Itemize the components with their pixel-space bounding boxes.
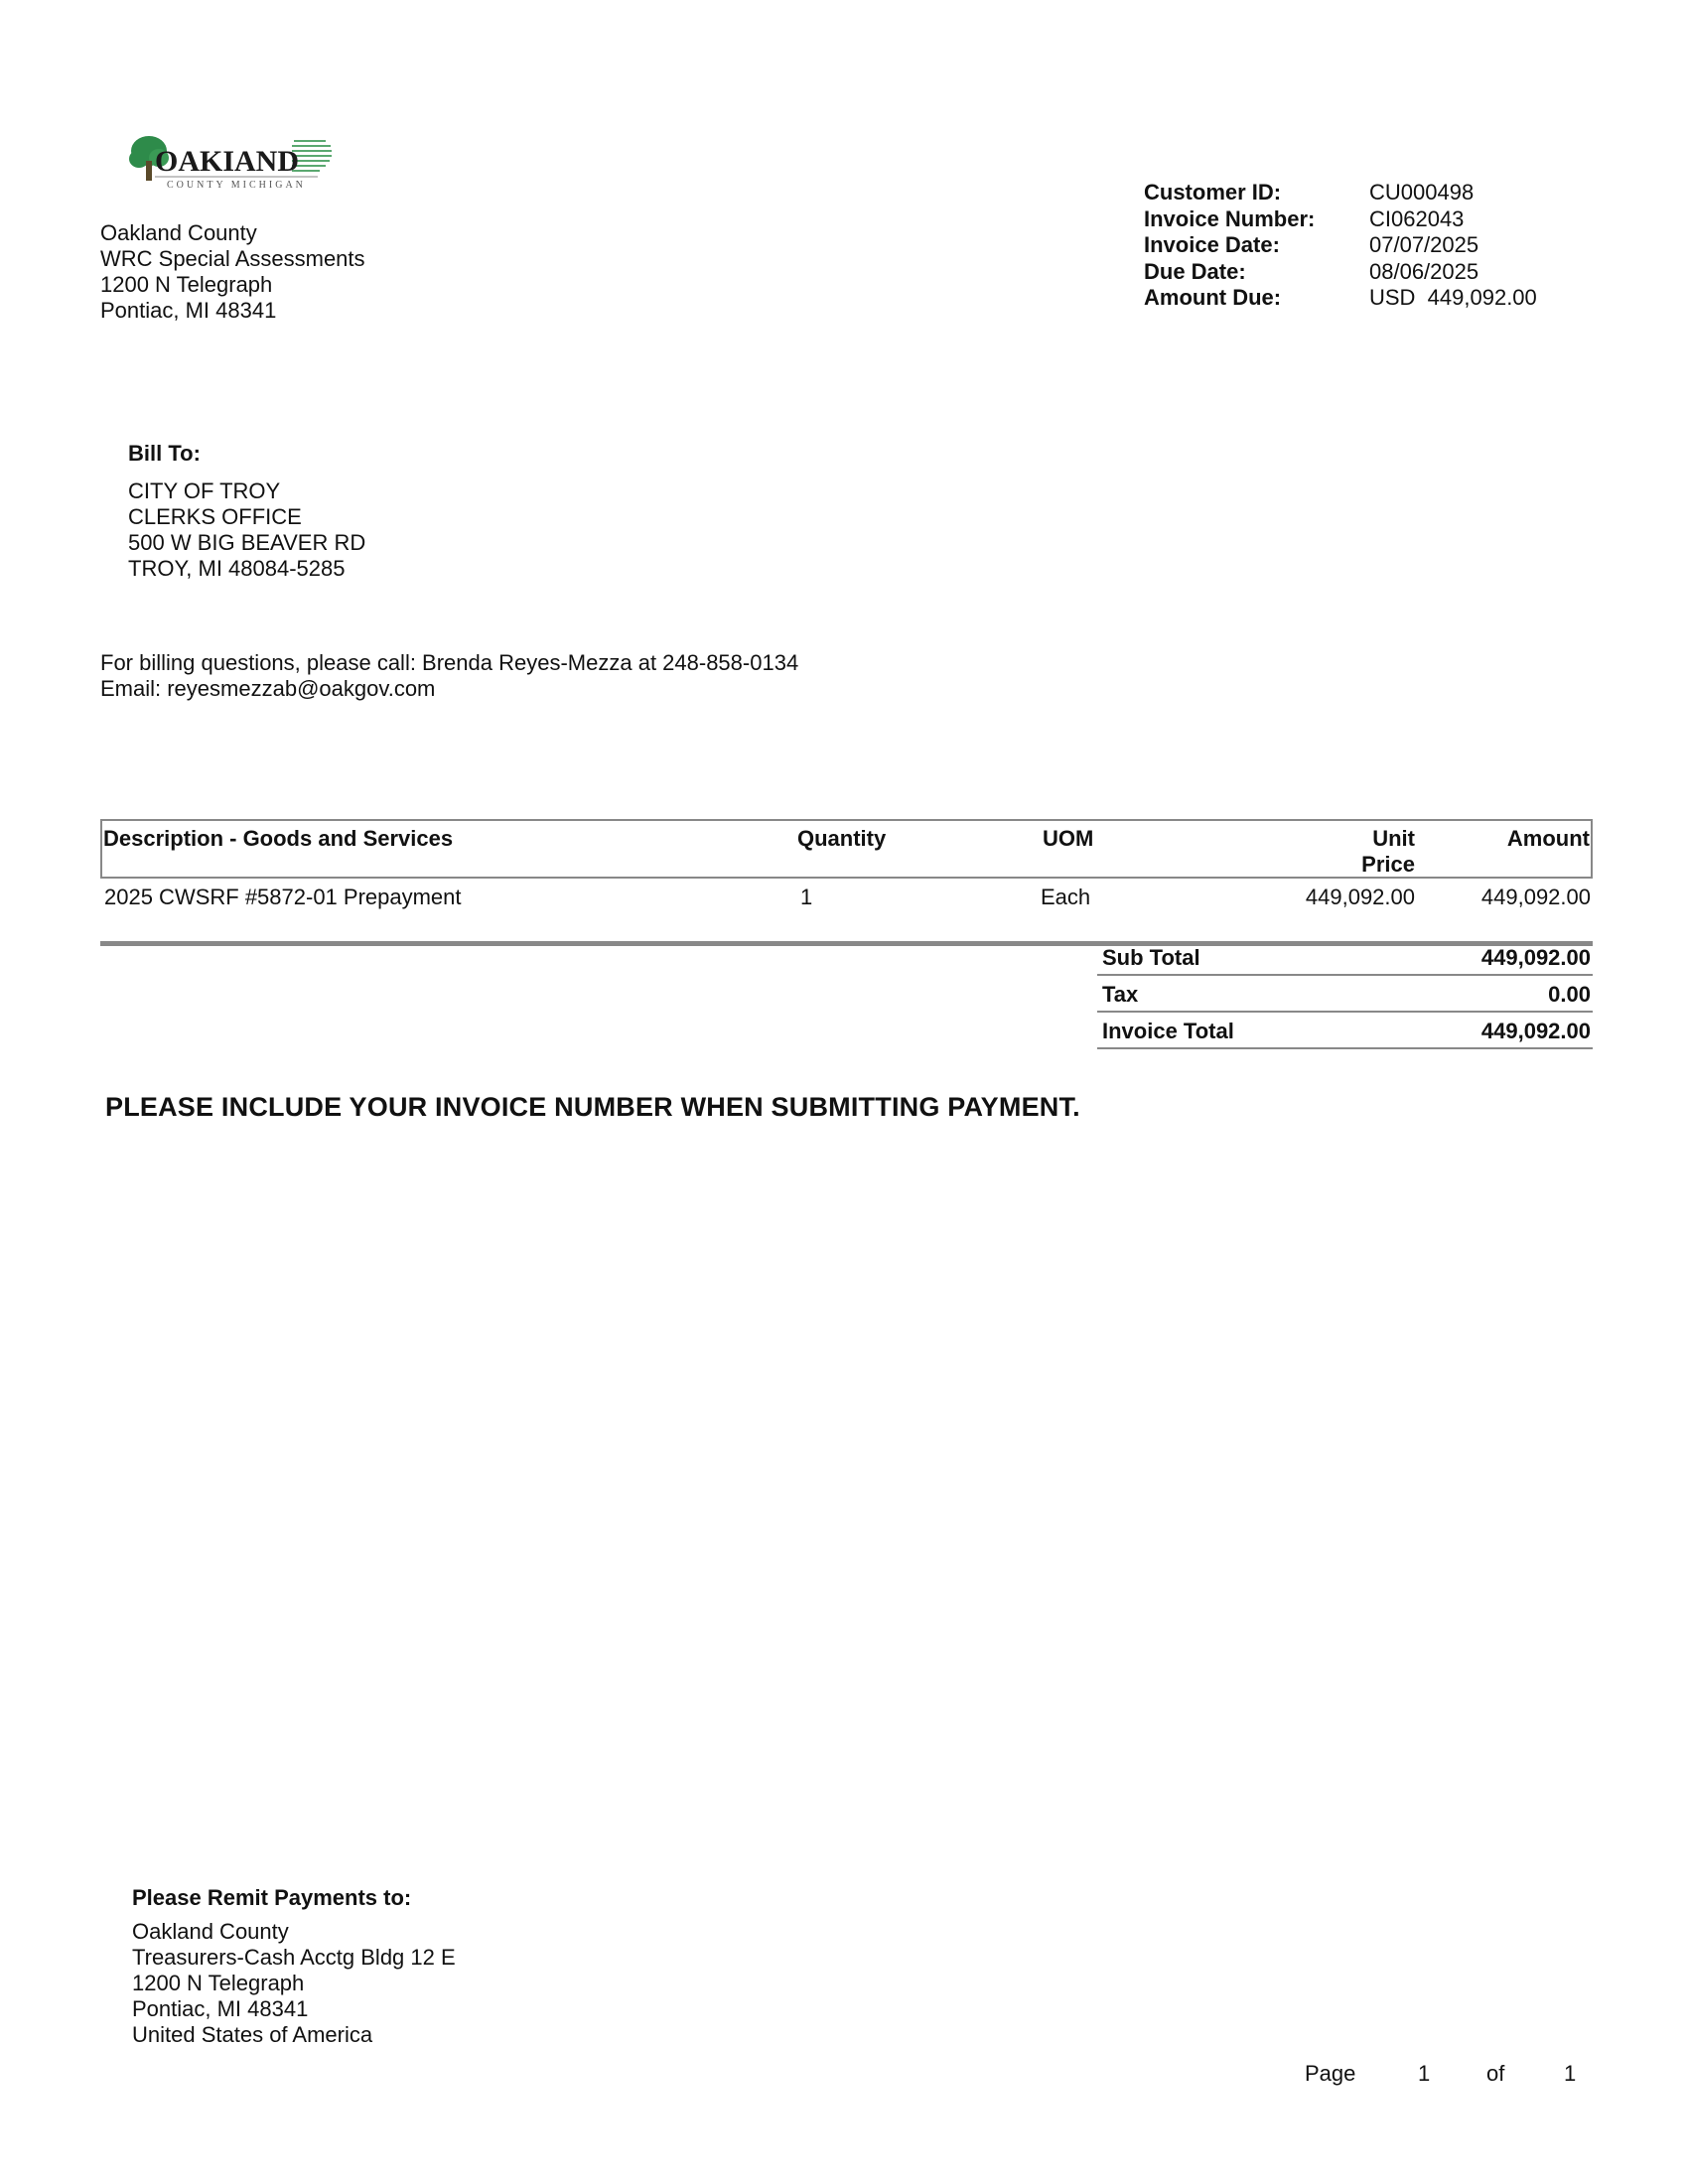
totals-label: Tax bbox=[1102, 982, 1139, 1007]
bill-to-address bbox=[128, 478, 365, 582]
cell-unit-price: 449,092.00 bbox=[1305, 885, 1415, 909]
page-label: Page bbox=[1305, 2061, 1356, 2086]
billing-phone-line: For billing questions, please call: Brenda Reyes-Mezza at 248-858-0134 bbox=[100, 650, 799, 675]
col-header-description: Description - Goods and Services bbox=[103, 826, 454, 851]
info-label: Due Date: bbox=[1144, 258, 1246, 284]
sender-line: Pontiac, MI 48341 bbox=[100, 298, 277, 323]
totals-row-subtotal bbox=[1097, 940, 1593, 976]
info-value: 07/07/2025 bbox=[1369, 232, 1479, 257]
oakland-county-logo bbox=[127, 131, 338, 197]
col-header-unit-price-line2: Price bbox=[1361, 852, 1415, 877]
info-value: CI062043 bbox=[1369, 205, 1465, 231]
tree-logo-icon bbox=[127, 131, 338, 197]
bill-to-line: CITY OF TROY bbox=[128, 478, 281, 503]
sender-line: WRC Special Assessments bbox=[100, 246, 365, 271]
info-label: Amount Due: bbox=[1144, 285, 1282, 310]
totals-row-invoice-total bbox=[1097, 1014, 1593, 1049]
page-of-label: of bbox=[1486, 2061, 1505, 2086]
logo-name: OAKIAND bbox=[155, 145, 300, 178]
cell-description: 2025 CWSRF #5872-01 Prepayment bbox=[104, 885, 462, 909]
totals-row-tax bbox=[1097, 977, 1593, 1013]
bill-to-heading: Bill To: bbox=[128, 441, 201, 466]
remit-heading: Please Remit Payments to: bbox=[132, 1885, 412, 1910]
cell-quantity: 1 bbox=[800, 885, 813, 909]
col-header-quantity: Quantity bbox=[797, 826, 887, 851]
remit-address bbox=[132, 1919, 456, 2048]
totals-value: 0.00 bbox=[1548, 982, 1591, 1007]
col-header-uom: UOM bbox=[1043, 826, 1094, 851]
remit-line: Treasurers-Cash Acctg Bldg 12 E bbox=[132, 1945, 456, 1970]
bill-to-line: CLERKS OFFICE bbox=[128, 504, 302, 529]
remit-line: 1200 N Telegraph bbox=[132, 1971, 305, 1995]
cell-amount: 449,092.00 bbox=[1480, 885, 1591, 909]
sender-line: Oakland County bbox=[100, 220, 257, 245]
remit-line: Oakland County bbox=[132, 1919, 289, 1944]
payment-notice: PLEASE INCLUDE YOUR INVOICE NUMBER WHEN SUBMITTING PAYMENT. bbox=[105, 1092, 1080, 1122]
table-row bbox=[100, 885, 1593, 914]
page-total: 1 bbox=[1564, 2061, 1577, 2086]
remit-line: Pontiac, MI 48341 bbox=[132, 1996, 309, 2021]
sender-address bbox=[100, 220, 365, 324]
col-header-amount: Amount bbox=[1506, 826, 1590, 851]
info-value: USD 449,092.00 bbox=[1369, 285, 1537, 310]
info-label: Customer ID: bbox=[1144, 180, 1282, 205]
bill-to-line: 500 W BIG BEAVER RD bbox=[128, 530, 366, 555]
info-label: Invoice Date: bbox=[1144, 232, 1280, 257]
col-header-unit-price-line1: Unit bbox=[1372, 826, 1415, 851]
billing-email-line: Email: reyesmezzab@oakgov.com bbox=[100, 676, 436, 701]
page-number: 1 bbox=[1418, 2061, 1431, 2086]
info-value: CU000498 bbox=[1369, 180, 1475, 205]
bill-to-line: TROY, MI 48084-5285 bbox=[128, 556, 346, 581]
items-table-header bbox=[100, 819, 1593, 879]
totals-value: 449,092.00 bbox=[1480, 1019, 1591, 1043]
info-label: Invoice Number: bbox=[1144, 205, 1316, 231]
info-row-invoice-number bbox=[1144, 206, 1537, 233]
info-value: 08/06/2025 bbox=[1369, 258, 1479, 284]
col-header-unit-price bbox=[1372, 826, 1415, 852]
info-row-customer-id bbox=[1144, 180, 1537, 206]
info-row-invoice-date bbox=[1144, 232, 1537, 259]
cell-uom: Each bbox=[1041, 885, 1091, 909]
invoice-info bbox=[1144, 180, 1537, 312]
logo-subtitle: COUNTY MICHIGAN bbox=[167, 180, 306, 191]
info-row-amount-due bbox=[1144, 285, 1537, 312]
billing-contact bbox=[100, 650, 798, 702]
totals-label: Sub Total bbox=[1102, 945, 1200, 970]
totals-value: 449,092.00 bbox=[1480, 945, 1591, 970]
totals-label: Invoice Total bbox=[1102, 1019, 1234, 1043]
remit-line: United States of America bbox=[132, 2022, 373, 2047]
sender-line: 1200 N Telegraph bbox=[100, 272, 273, 297]
info-row-due-date bbox=[1144, 259, 1537, 286]
